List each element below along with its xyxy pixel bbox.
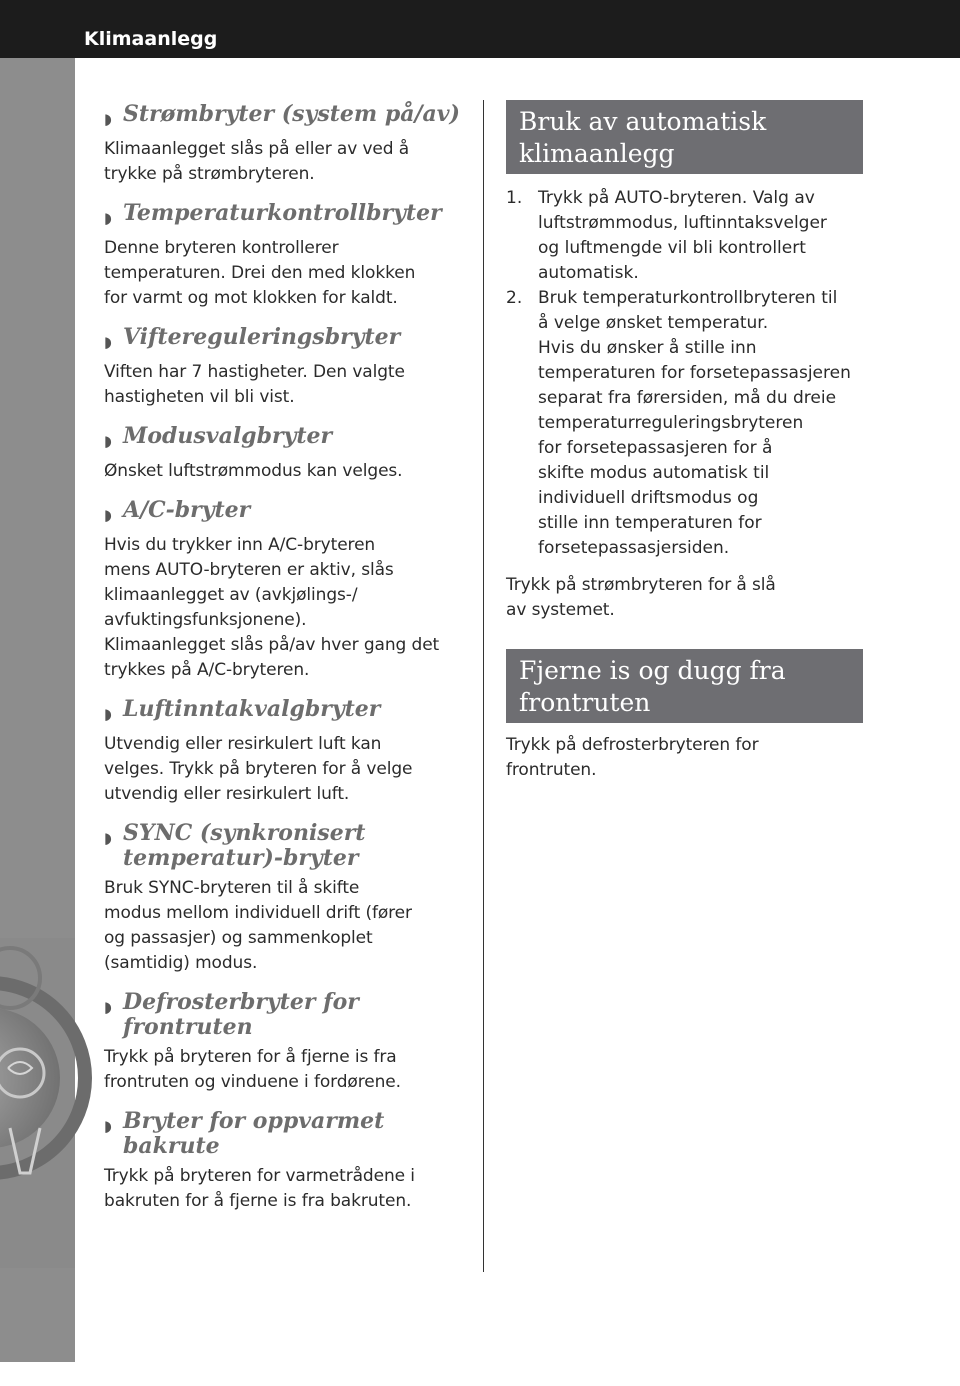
heading-marker-icon: ◗ <box>104 998 112 1016</box>
section-body: Trykk på bryteren for å fjerne is fra frontruten og vinduene i fordørene. <box>104 1047 401 1092</box>
right-column <box>506 100 863 797</box>
section-banner-defrost: Fjerne is og dugg fra frontruten <box>506 649 863 723</box>
heading-marker-icon: ◗ <box>104 110 112 128</box>
page-number: 5-6 <box>21 1360 54 1385</box>
left-column <box>104 102 474 1228</box>
section-heading: ◗ Defrosterbryter for frontruten <box>104 989 359 1040</box>
section-body: Denne bryteren kontrollerer temperaturen. Drei den med klokken for varmt og mot klokken for kaldt. <box>104 238 416 308</box>
heading-marker-icon: ◗ <box>104 705 112 723</box>
section-sync-switch <box>104 821 474 976</box>
sidebar-strip <box>0 58 75 1385</box>
defrost-text: Trykk på defrosterbryteren for frontruten. <box>506 735 759 780</box>
section-heading: ◗ Luftinntakvalgbryter <box>104 697 474 727</box>
heading-marker-icon: ◗ <box>104 1117 112 1135</box>
column-divider <box>483 100 484 1272</box>
section-heading: ◗ Modusvalgbryter <box>104 424 474 454</box>
section-ac-switch <box>104 498 474 683</box>
steps-list <box>506 186 863 561</box>
section-heading: ◗ Temperaturkontrollbryter <box>104 201 474 231</box>
heading-marker-icon: ◗ <box>104 209 112 227</box>
section-heading: ◗ A/C-bryter <box>104 498 474 528</box>
section-heading: ◗ Viftereguleringsbryter <box>104 325 474 355</box>
section-body: Trykk på bryteren for varmetrådene i bakruten for å fjerne is fra bakruten. <box>104 1166 415 1211</box>
section-body: Utvendig eller resirkulert luft kan velges. Trykk på bryteren for å velge utvendig eller resirkulert luft. <box>104 734 413 804</box>
section-temperature-switch <box>104 201 474 311</box>
section-heading: ◗ SYNC (synkronisert temperatur)-bryter <box>104 820 366 871</box>
list-item: 1. Trykk på AUTO-bryteren. Valg av luftstrømmodus, luftinntaksvelger og luftmengde vil bli kontrollert automatisk. <box>506 188 827 283</box>
section-mode-switch <box>104 424 474 484</box>
section-body: Bruk SYNC-bryteren til å skifte modus mellom individuell drift (fører og passasjer) og sammenkoplet (samtidig) modus. <box>104 878 412 973</box>
section-heading: ◗ Bryter for oppvarmet bakrute <box>104 1108 385 1159</box>
section-air-intake-switch <box>104 697 474 807</box>
list-item: 2. Bruk temperaturkontrollbryteren til å velge ønsket temperatur. Hvis du ønsker å stille inn temperaturen for forsetepassasjeren separat fra førersiden, må du dreie temperaturreguleringsbryteren for forsetepassasjeren for å skifte modus automatisk til individuell driftsmodus og stille inn temperaturen for forsetepassasjersiden. <box>506 288 851 558</box>
turn-off-text: Trykk på strømbryteren for å slå av systemet. <box>506 575 776 620</box>
section-body: Viften har 7 hastigheter. Den valgte hastigheten vil bli vist. <box>104 362 405 407</box>
section-body: Hvis du trykker inn A/C-bryteren mens AUTO-bryteren er aktiv, slås klimaanlegget av (avkjølings-/ avfuktingsfunksjonene). Klimaanlegget slås på/av hver gang det trykkes på A/C-bryteren. <box>104 535 440 680</box>
header-bar <box>0 0 960 58</box>
section-defroster-switch <box>104 990 474 1095</box>
heading-marker-icon: ◗ <box>104 506 112 524</box>
steering-wheel-image <box>0 938 75 1268</box>
section-banner-auto-climate: Bruk av automatisk klimaanlegg <box>506 100 863 174</box>
section-body: Klimaanlegget slås på eller av ved å trykke på strømbryteren. <box>104 139 410 184</box>
section-body: Ønsket luftstrømmodus kan velges. <box>104 461 403 481</box>
section-power-switch <box>104 102 474 187</box>
heading-marker-icon: ◗ <box>104 829 112 847</box>
chapter-title: Klimaanlegg <box>84 28 218 50</box>
section-heading: ◗ Strømbryter (system på/av) <box>104 102 474 132</box>
section-fan-switch <box>104 325 474 410</box>
section-rear-defroster-switch <box>104 1109 474 1214</box>
heading-marker-icon: ◗ <box>104 432 112 450</box>
heading-marker-icon: ◗ <box>104 333 112 351</box>
